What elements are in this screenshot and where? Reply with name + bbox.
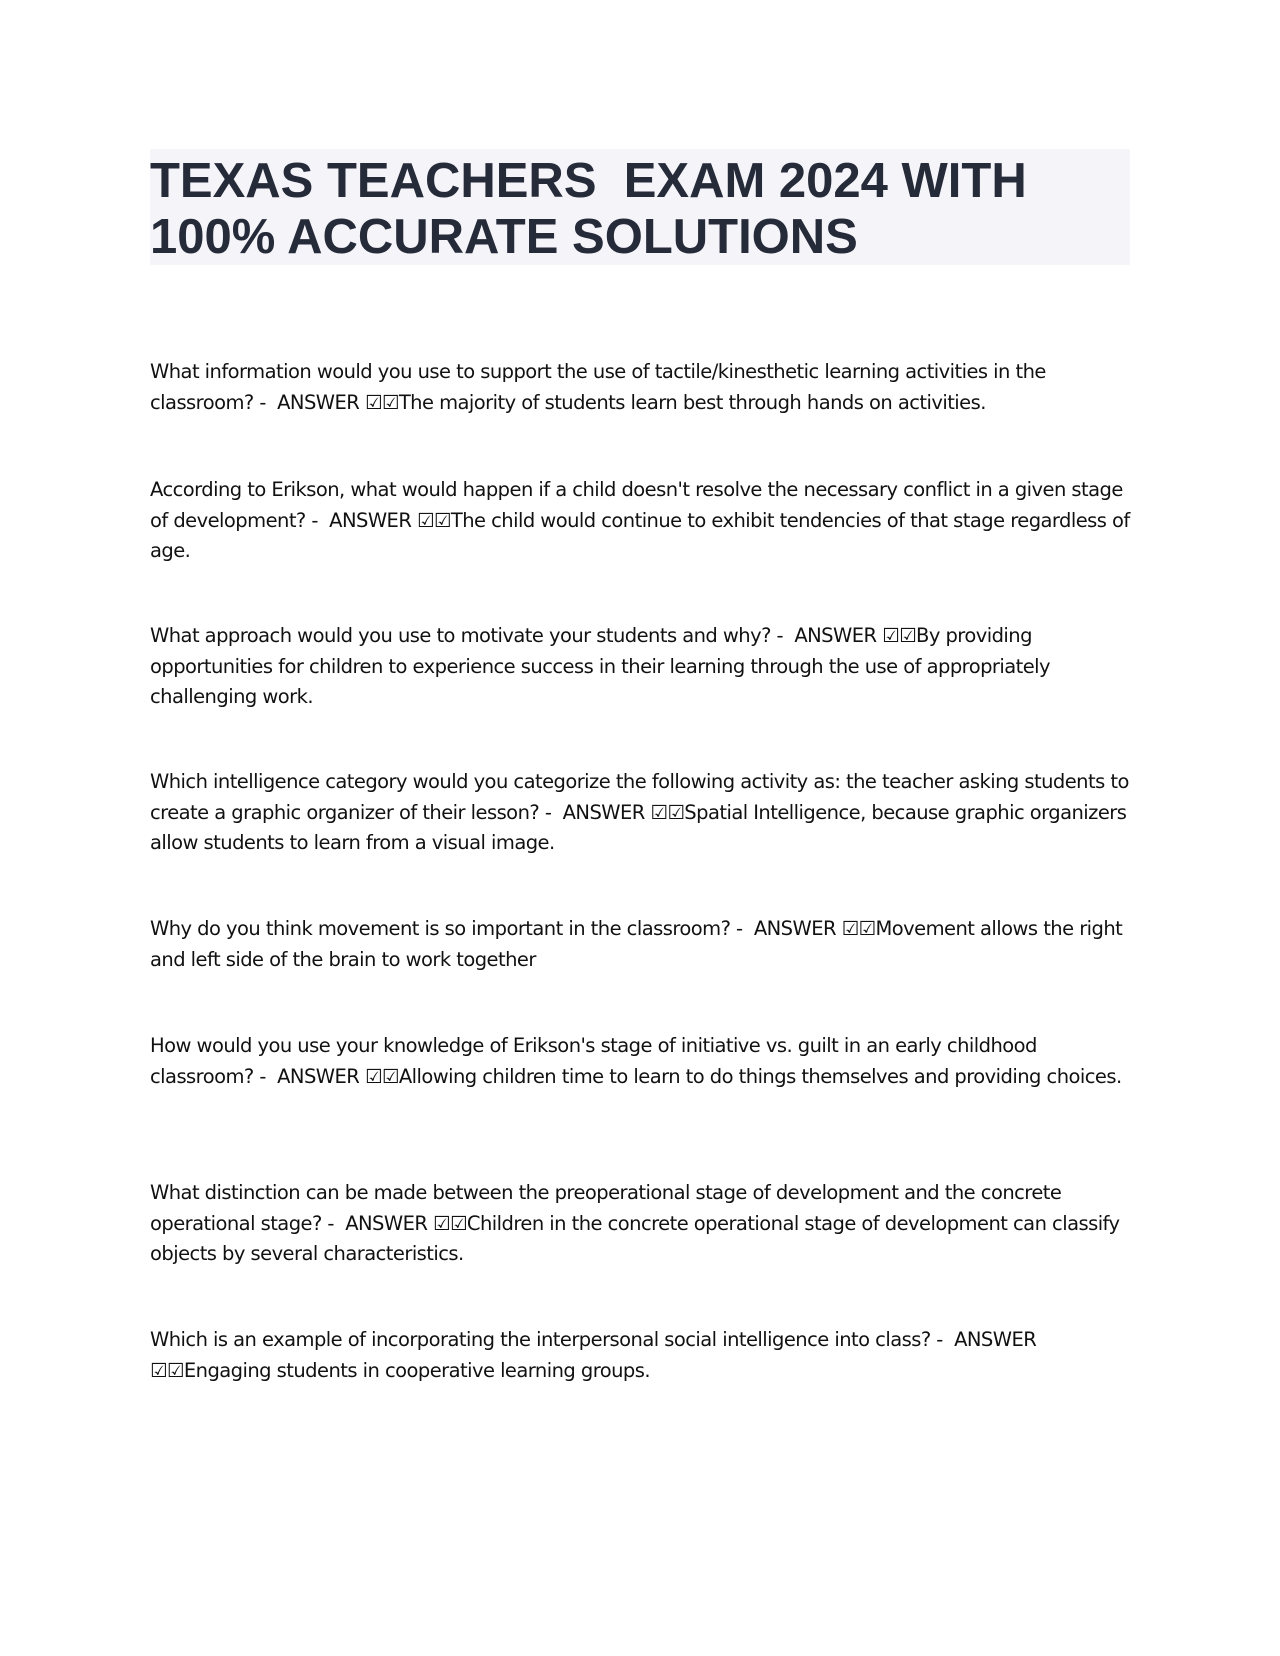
document-title: TEXAS TEACHERS EXAM 2024 WITH 100% ACCURATE SOLUTIONS	[150, 154, 1041, 264]
qa-item: How would you use your knowledge of Erikson's stage of initiative vs. guilt in an early childhood classroom? - ANSWER ☑☑Allowing children time to learn to do things themselves and providing choices.	[150, 1034, 1122, 1088]
question-text: How would you use your knowledge of Erikson's stage of initiative vs. guilt in an early childhood classroom?	[150, 1034, 1037, 1088]
question-text: What information would you use to support the use of tactile/kinesthetic learning activities in the classroom?	[150, 360, 1046, 414]
answer-marker: ANSWER ☑☑	[562, 800, 685, 824]
answer-text: Movement allows the right and left side of the brain to work together	[150, 917, 1123, 971]
answer-text: The child would continue to exhibit tendencies of that stage regardless of age.	[150, 508, 1130, 562]
answer-marker: ANSWER ☑☑	[753, 917, 876, 940]
answer-marker: ANSWER ☑☑	[277, 390, 399, 414]
answer-marker: ANSWER ☑☑	[794, 624, 916, 647]
question-text: What distinction can be made between the preoperational stage of development and the concrete operational stage?	[150, 1181, 1062, 1235]
answer-marker: ANSWER ☑☑	[329, 508, 451, 532]
answer-text: The majority of students learn best through hands on activities.	[398, 390, 986, 414]
qa-item: What approach would you use to motivate your students and why? - ANSWER ☑☑By providing opportunities for children to experience success in their learning through the use of appropriately challenging work.	[150, 624, 1051, 708]
answer-text: Spatial Intelligence, because graphic organizers allow students to learn from a visual image.	[150, 800, 1127, 854]
answer-text: Engaging students in cooperative learning groups.	[183, 1358, 651, 1382]
qa-item: According to Erikson, what would happen if a child doesn't resolve the necessary conflict in a given stage of development? - ANSWER ☑☑The child would continue to exhibit tendencies of that stage regardless of age.	[150, 478, 1130, 562]
qa-item: What distinction can be made between the preoperational stage of development and the concrete operational stage? - ANSWER ☑☑Children in the concrete operational stage of development can classify objects by several characteristics.	[150, 1181, 1120, 1265]
question-text: Which is an example of incorporating the interpersonal social intelligence into class?	[150, 1328, 931, 1351]
question-text: Which intelligence category would you categorize the following activity as: the teacher asking students to create a graphic organizer of their lesson?	[150, 770, 1129, 824]
qa-item: Which intelligence category would you categorize the following activity as: the teacher asking students to create a graphic organizer of their lesson? - ANSWER ☑☑Spatial Intelligence, because graphic organizers allow students to learn from a visual image.	[150, 770, 1129, 854]
answer-text: Children in the concrete operational stage of development can classify objects by several characteristics.	[150, 1211, 1120, 1265]
qa-item: Why do you think movement is so important in the classroom? - ANSWER ☑☑Movement allows the right and left side of the brain to work together	[150, 917, 1123, 971]
qa-item: Which is an example of incorporating the interpersonal social intelligence into class? - ANSWER ☑☑Engaging students in cooperative learning groups.	[150, 1328, 1037, 1382]
title-banner	[150, 149, 1130, 265]
qa-item: What information would you use to support the use of tactile/kinesthetic learning activities in the classroom? - ANSWER ☑☑The majority of students learn best through hands on activities.	[150, 360, 1046, 414]
question-text: According to Erikson, what would happen if a child doesn't resolve the necessary conflict in a given stage of development?	[150, 478, 1123, 532]
answer-marker: ANSWER ☑☑	[277, 1064, 399, 1088]
question-text: What approach would you use to motivate your students and why?	[150, 624, 771, 647]
answer-marker: ANSWER ☑☑	[345, 1211, 467, 1235]
answer-text: By providing opportunities for children to experience success in their learning through the use of appropriately challenging work.	[150, 624, 1051, 708]
answer-text: Allowing children time to learn to do things themselves and providing choices.	[398, 1064, 1122, 1088]
question-text: Why do you think movement is so important in the classroom?	[150, 917, 731, 940]
answer-marker: ANSWER ☑☑	[150, 1328, 1037, 1382]
